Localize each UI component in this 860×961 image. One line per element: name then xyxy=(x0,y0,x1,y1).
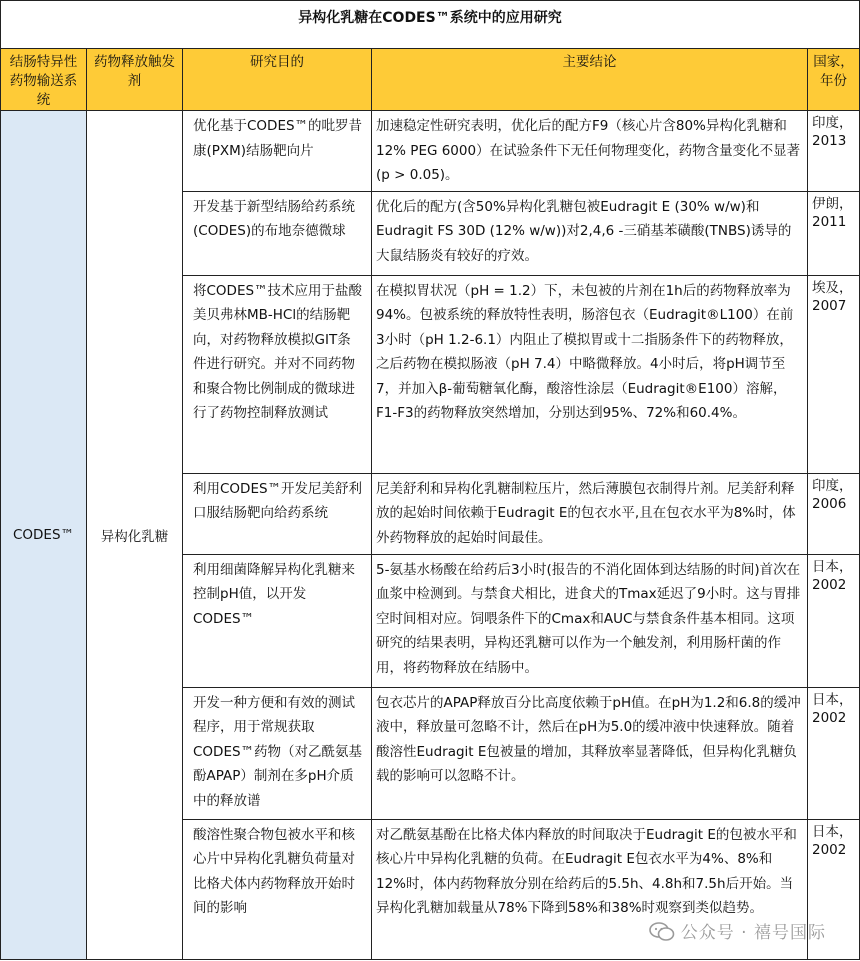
row-7-country-year: 日本，2002 xyxy=(808,819,860,959)
row-1-conclusion: 加速稳定性研究表明，优化后的配方F9（核心片含80%异构化乳糖和12% PEG 6000）在试验条件下无任何物理变化，药物含量变化不显著(p > 0.05)。 xyxy=(372,111,808,192)
row-1-country-year: 印度，2013 xyxy=(808,111,860,192)
row-6-conclusion: 包衣芯片的APAP释放百分比高度依赖于pH值。在pH为1.2和6.8的缓冲液中，释放量可忽略不计，然后在pH为5.0的缓冲液中快速释放。随着酸溶性Eudragit E包被量的增加，其释放率显著降低，但异构化乳糖负载的影响可以忽略不计。 xyxy=(372,687,808,819)
watermark-text: 公众号 · 禧号国际 xyxy=(680,923,826,943)
row-1-purpose: 优化基于CODES™的吡罗昔康(PXM)结肠靶向片 xyxy=(183,111,372,192)
row-6-country-year: 日本，2002 xyxy=(808,687,860,819)
row-7-conclusion: 对乙酰氨基酚在比格犬体内释放的时间取决于Eudragit E的包被水平和核心片中异构化乳糖的负荷。在Eudragit E包衣水平为4%、8%和12%时，体内药物释放分别在给药后的5.5h、4.8h和7.5h后开始。当异构化乳糖加载量从78%下降到58%和38%时观察到类似趋势。 xyxy=(372,819,808,959)
watermark xyxy=(649,918,826,943)
row-4-country-year: 印度，2006 xyxy=(808,473,860,554)
system-cell: CODES™ xyxy=(1,111,87,960)
row-5-purpose: 利用细菌降解异构化乳糖来控制pH值，以开发CODES™ xyxy=(183,554,372,687)
trigger-cell: 异构化乳糖 xyxy=(87,111,183,960)
row-5-country-year: 日本，2002 xyxy=(808,554,860,687)
header-purpose: 研究目的 xyxy=(183,49,372,111)
header-system: 结肠特异性药物输送系统 xyxy=(1,49,87,111)
row-3-purpose: 将CODES™技术应用于盐酸美贝弗林MB-HCl的结肠靶向，对药物释放模拟GIT条件进行研究。并对不同药物和聚合物比例制成的微球进行了药物控制释放测试 xyxy=(183,275,372,473)
header-trigger: 药物释放触发剂 xyxy=(87,49,183,111)
row-4-purpose: 利用CODES™开发尼美舒利口服结肠靶向给药系统 xyxy=(183,473,372,554)
row-3-country-year: 埃及，2007 xyxy=(808,275,860,473)
row-3-conclusion: 在模拟胃状况（pH = 1.2）下，未包被的片剂在1h后的药物释放率为94%。包被系统的释放特性表明，肠溶包衣（Eudragit®L100）在前3小时（pH 1.2-6.1）内阻止了模拟胃或十二指肠条件下的药物释放，之后药物在模拟肠液（pH 7.4）中略微释放。4小时后，将pH调节至7，并加入β-葡萄糖氧化酶，酸溶性涂层（Eudragit®E100）溶解，F1-F3的药物释放突然增加，分别达到95%、72%和60.4%。 xyxy=(372,275,808,473)
header-country-year: 国家，年份 xyxy=(808,49,860,111)
table-title: 异构化乳糖在CODES™系统中的应用研究 xyxy=(1,1,860,49)
row-7-purpose: 酸溶性聚合物包被水平和核心片中异构化乳糖负荷量对比格犬体内药物释放开始时间的影响 xyxy=(183,819,372,959)
row-6-purpose: 开发一种方便和有效的测试程序，用于常规获取CODES™药物（对乙酰氨基酚APAP）制剂在多pH介质中的释放谱 xyxy=(183,687,372,819)
row-2-country-year: 伊朗，2011 xyxy=(808,191,860,275)
row-2-conclusion: 优化后的配方(含50%异构化乳糖包被Eudragit E (30% w/w)和Eudragit FS 30D (12% w/w))对2,4,6 -三硝基苯磺酸(TNBS)诱导的大鼠结肠炎有较好的疗效。 xyxy=(372,191,808,275)
row-5-conclusion: 5-氨基水杨酸在给药后3小时(报告的不消化固体到达结肠的时间)首次在血浆中检测到。与禁食犬相比，进食犬的Tmax延迟了9小时。这与胃排空时间相对应。饲喂条件下的Cmax和AUC与禁食条件基本相同。这项研究的结果表明，异构还乳糖可以作为一个触发剂，利用肠杆菌的作用，将药物释放在结肠中。 xyxy=(372,554,808,687)
row-4-conclusion: 尼美舒利和异构化乳糖制粒压片，然后薄膜包衣制得片剂。尼美舒利释放的起始时间依赖于Eudragit E的包衣水平,且在包衣水平为8%时，体外药物释放的起始时间最佳。 xyxy=(372,473,808,554)
wechat-icon xyxy=(649,922,675,942)
header-conclusion: 主要结论 xyxy=(372,49,808,111)
row-2-purpose: 开发基于新型结肠给药系统(CODES)的布地奈德微球 xyxy=(183,191,372,275)
